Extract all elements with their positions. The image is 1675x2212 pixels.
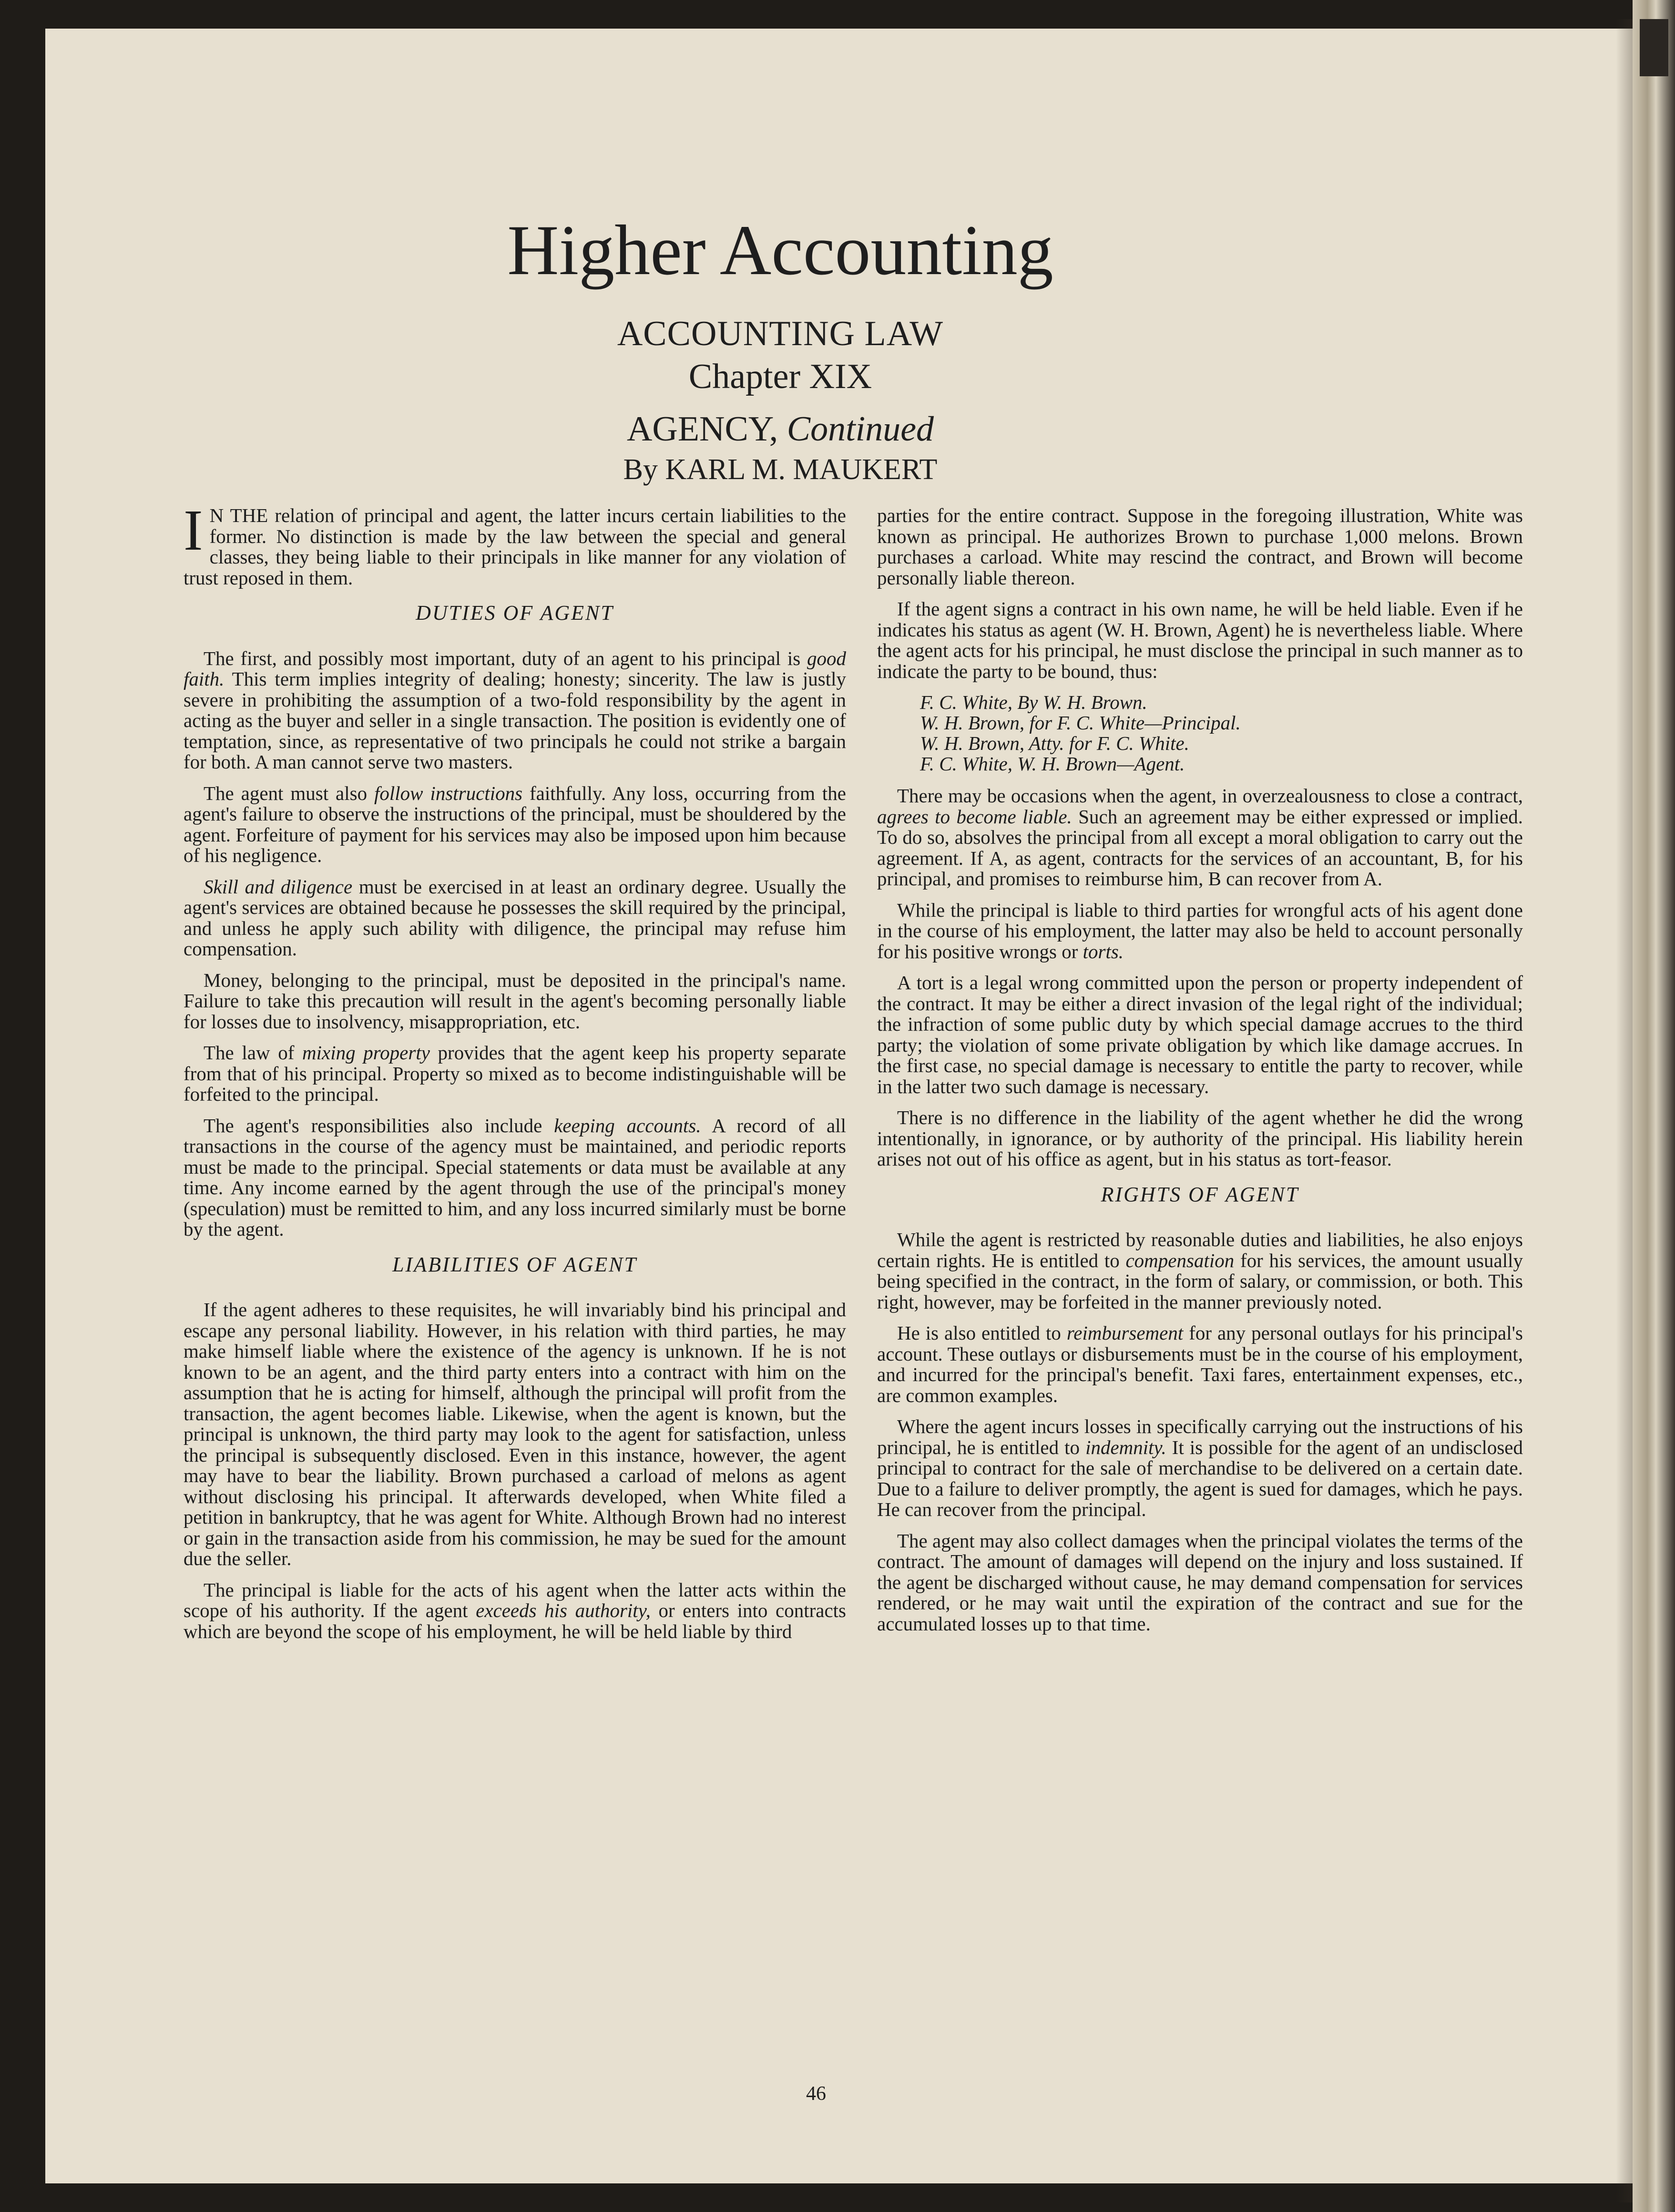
text: must be exercised in at least an ordinary degree. Usually the agent's services are obtained because he possesses the skill required by the principal, and unless he apply such ability with diligence, the principal may refuse him compensation. [184,875,846,960]
paragraph [877,900,1523,963]
text: This term implies integrity of dealing; honesty; sincerity. The law is justly severe in prohibiting the assumption of a two-fold responsibility by the agent in acting as the buyer and seller in a single transaction. The position is evidently one of temptation, since, as representative of two principals he could not strike a bargain for both. A man cannot serve two masters. [184,668,846,773]
page-edge-stack [1633,0,1675,2212]
paragraph: If the agent adheres to these requisites, he will invariably bind his principal and escape any personal liability. However, in his relation with third parties, he may make himself liable where the existence of the agency is unknown. If he is not known to be an agent, and the third party enters into a contract with him on the assumption that he is acting for himself, although the principal will profit from the transaction, the agent becomes liable. Likewise, when the agent is known, but the principal is unknown, the third party may look to the agent for satisfaction, unless the principal is subsequently disclosed. Even in this instance, however, the agent may have to bear the liability. Brown purchased a carload of melons as agent without disclosing his principal. It afterwards developed, when White filed a petition in bankruptcy, that he was agent for White. Although Brown had no interest or gain in the transaction aside from his commission, he may be sued for the amount due the seller. [184,1299,846,1569]
section-heading-liabilities: LIABILITIES OF AGENT [392,1252,637,1276]
text: The agent's responsibilities also include [204,1114,554,1137]
intro-paragraph [184,498,846,589]
signature-line: F. C. White, By W. H. Brown. [920,691,1147,713]
text: It is possible for the agent of an undisclosed principal to contract for the sale of merchandise to be delivered on a certain date. Due to a failure to deliver promptly, the agent is sued for damages, which he pays. He can recover from the principal. [877,1436,1523,1520]
paragraph [184,877,846,960]
text: The principal is liable for the acts of his agent when the latter acts within the scope of his authority. If the agent [184,1578,846,1621]
emphasis: torts. [1083,940,1124,963]
text: for his services, the amount usually being specified in the contract, in the form of salary, or commission, or both. This right, however, may be forfeited in the manner previously noted. [877,1249,1523,1313]
emphasis: Skill and diligence [204,875,353,898]
signature-examples [877,692,1523,774]
emphasis: reimbursement [1066,1322,1184,1344]
left-column [184,498,847,1652]
topic-continued: Continued [786,410,934,449]
signature-line: W. H. Brown, for F. C. White—Principal. [920,712,1241,734]
paragraph: If the agent signs a contract in his own name, he will be held liable. Even if he indicates his status as agent (W. H. Brown, Agent) he is nevertheless liable. Where the agent acts for his principal, he must disclose the principal in such manner as to indicate the party to be bound, thus: [877,598,1523,682]
paragraph [184,648,846,773]
binding-tab [1640,19,1668,76]
series-heading: ACCOUNTING LAW [617,314,944,353]
paragraph [184,783,846,866]
chapter-heading: Chapter XIX [688,357,872,396]
emphasis: keeping accounts. [554,1114,701,1137]
text: faithfully. Any loss, occurring from the agent's failure to observe the instructions of the principal, must be shouldered by the agent. Forfeiture of payment for his services may also be imposed upon him because of his negligence. [184,782,847,866]
emphasis: compensation [1125,1249,1235,1271]
right-column [877,505,1523,1645]
text: The agent must also [204,782,374,804]
text: The law of [204,1042,303,1064]
text: Where the agent incurs losses in specifically carrying out the instructions of his principal, he is entitled to [877,1415,1523,1458]
emphasis: agrees to become liable. [877,805,1072,828]
signature-line: W. H. Brown, Atty. for F. C. White. [920,732,1189,754]
paragraph: A tort is a legal wrong committed upon the person or property independent of the contract. It may be either a direct invasion of the legal right of the individual; the infraction of some public duty by which special damage accrues to the third party; the violation of some private obligation by which like damage accrues. In the first case, no special damage is necessary to entitle the party to recover, while in the latter two such damage is necessary. [877,972,1523,1097]
section-heading-duties: DUTIES OF AGENT [416,601,614,625]
intro-text: N THE relation of principal and agent, the latter incurs certain liabilities to the former. No distinction is made by the law between the special and general classes, they being liable to their principals in like manner for any violation of trust reposed in them. [184,504,846,589]
emphasis: mixing property [302,1042,430,1064]
drop-cap: I [184,498,203,563]
paragraph [877,1323,1523,1406]
byline [0,451,1618,489]
text: The first, and possibly most important, duty of an agent to his principal is [204,647,807,669]
topic-main: AGENCY, [626,410,778,449]
paragraph [877,1229,1523,1312]
text: While the principal is liable to third parties for wrongful acts of his agent done in the course of his employment, the latter may also be held to account personally for his positive wrongs or [877,899,1523,963]
paragraph [877,786,1523,890]
text: for any personal outlays for his principal's account. These outlays or disbursements must be in the course of his employment, and incurred for the principal's benefit. Taxi fares, entertainment expenses, etc., are common examples. [877,1322,1523,1406]
text: A record of all transactions in the course of the agency must be maintained, and periodic reports must be made to the principal. Special statements or data must be available at any time. Any income earned by the agent through the use of the principal's money (speculation) must be remitted to him, and any loss incurred similarly must be borne by the agent. [184,1114,847,1240]
paragraph: There is no difference in the liability of the agent whether he did the wrong intentionally, in ignorance, or by authority of the principal. His liability herein arises not out of his office as agent, but in his status as tort-feasor. [877,1106,1523,1170]
emphasis: follow instructions [374,782,523,804]
text: or enters into contracts which are beyond the scope of his employment, he will be held liable by third [184,1599,846,1642]
text: He is also entitled to [897,1322,1067,1344]
page-title: Higher Accounting [507,211,1053,290]
signature-line: F. C. White, W. H. Brown—Agent. [920,753,1185,775]
topic-heading [0,408,1618,451]
emphasis: good faith. [184,647,846,690]
byline-by: By [623,453,658,486]
paragraph: The agent may also collect damages when the principal violates the terms of the contract. The amount of damages will depend on the injury and loss sustained. If the agent be discharged without cause, he may demand compensation for services rendered, or he may wait until the expiration of the contract and sue for the accumulated losses up to that time. [877,1529,1523,1635]
text: provides that the agent keep his property separate from that of his principal. Property so mixed as to become indistinguishable will be forfeited to the principal. [184,1042,847,1105]
emphasis: indemnity. [1085,1436,1166,1458]
text: Such an agreement may be either expressed or implied. To do so, absolves the principal from all except a moral obligation to carry out the agreement. If A, as agent, contracts for the services of an accountant, B, for his principal, and promises to reimburse him, B can recover from A. [877,805,1523,890]
paragraph: parties for the entire contract. Suppose in the foregoing illustration, White was known as principal. He authorizes Brown to purchase 1,000 melons. Brown purchases a carload. White may rescind the contract, and Brown will become personally liable thereon. [877,504,1523,589]
paragraph [877,1416,1523,1520]
paragraph [184,1116,846,1240]
paragraph [184,1580,846,1642]
text: While the agent is restricted by reasonable duties and liabilities, he also enjoys certain rights. He is entitled to [877,1229,1523,1271]
text: There may be occasions when the agent, in overzealousness to close a contract, [897,785,1523,807]
paragraph [184,1043,846,1105]
paragraph: Money, belonging to the principal, must be deposited in the principal's name. Failure to take this precaution will result in the agent's becoming personally liable for losses due to insolvency, misappropriation, etc. [184,969,846,1033]
section-heading-rights: RIGHTS OF AGENT [1101,1182,1299,1206]
author-name: KARL M. MAUKERT [665,453,938,486]
emphasis: exceeds his authority, [476,1599,651,1621]
page-number: 46 [806,2083,826,2105]
page-shadow [1616,19,1635,2202]
